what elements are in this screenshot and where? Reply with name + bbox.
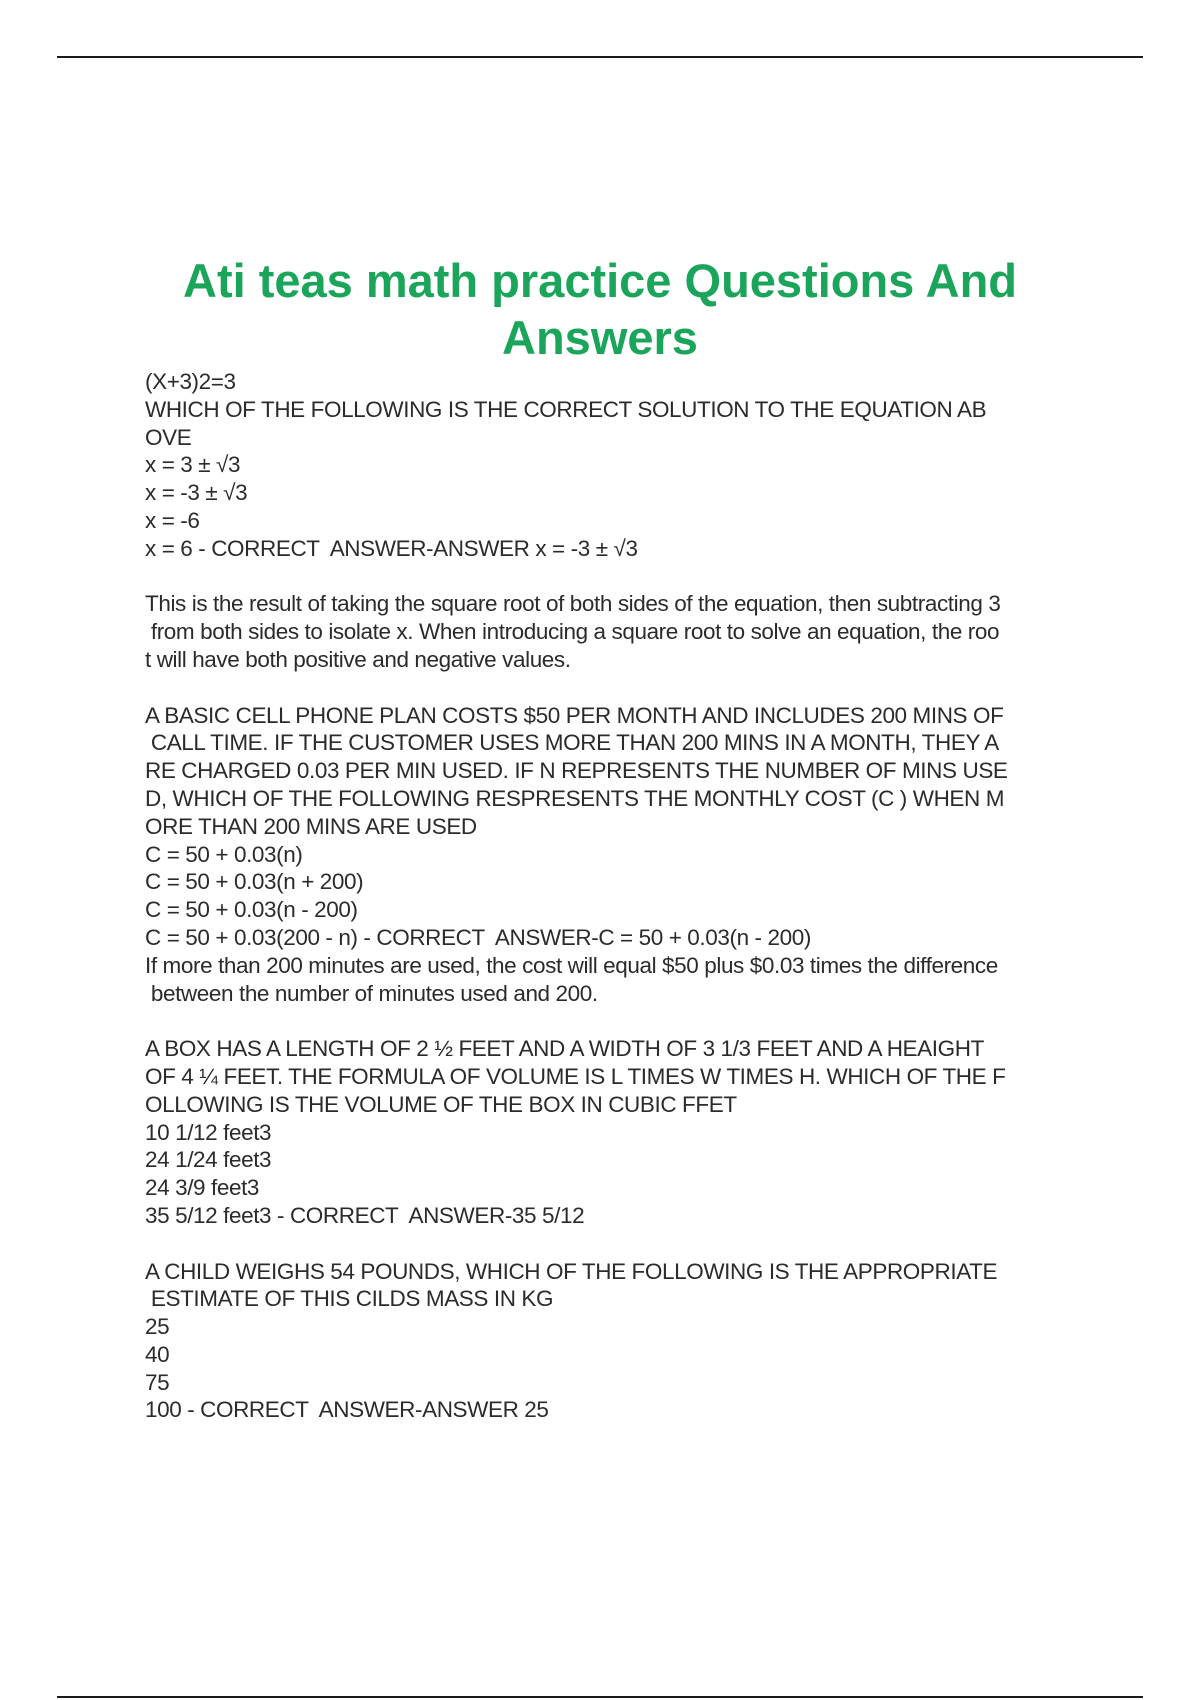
answer-option: 10 1/12 feet3: [145, 1119, 272, 1145]
answer-option: 40: [145, 1341, 170, 1367]
title-line: Ati teas math practice Questions And: [183, 254, 1017, 307]
correct-answer-line: x = 6 - CORRECT ANSWER-ANSWER x = -3 ± √3: [145, 535, 638, 561]
question-block-3: [145, 1035, 1105, 1230]
answer-option: C = 50 + 0.03(n): [145, 841, 303, 867]
title-line: Answers: [502, 311, 698, 364]
answer-option: C = 50 + 0.03(n + 200): [145, 869, 364, 895]
question-text: ESTIMATE OF THIS CILDS MASS IN KG: [145, 1286, 554, 1312]
spacer: [145, 563, 1105, 591]
answer-option: x = -6: [145, 507, 200, 533]
question-text: ORE THAN 200 MINS ARE USED: [145, 813, 477, 839]
question-text: D, WHICH OF THE FOLLOWING RESPRESENTS THE MONTHLY COST (C ) WHEN M: [145, 785, 1005, 811]
spacer: [145, 1007, 1105, 1035]
explanation-text: This is the result of taking the square root of both sides of the equation, then subtracting 3: [145, 591, 1001, 617]
question-text: OVE: [145, 424, 192, 450]
question-block-2: [145, 702, 1105, 1008]
explanation-text: between the number of minutes used and 200.: [145, 980, 598, 1006]
top-rule: [57, 56, 1143, 58]
answer-option: 25: [145, 1314, 170, 1340]
question-text: OF 4 ¼ FEET. THE FORMULA OF VOLUME IS L TIMES W TIMES H. WHICH OF THE F: [145, 1063, 1006, 1089]
question-text: A CHILD WEIGHS 54 POUNDS, WHICH OF THE FOLLOWING IS THE APPROPRIATE: [145, 1258, 998, 1284]
question-text: WHICH OF THE FOLLOWING IS THE CORRECT SOLUTION TO THE EQUATION AB: [145, 396, 987, 422]
question-equation: (X+3)2=3: [145, 369, 236, 394]
answer-option: x = -3 ± √3: [145, 480, 248, 506]
question-text: A BASIC CELL PHONE PLAN COSTS $50 PER MONTH AND INCLUDES 200 MINS OF: [145, 702, 1004, 728]
answer-option: x = 3 ± √3: [145, 452, 241, 478]
spacer: [145, 1230, 1105, 1258]
answer-option: 24 3/9 feet3: [145, 1175, 260, 1201]
explanation-text: If more than 200 minutes are used, the cost will equal $50 plus $0.03 times the difference: [145, 952, 998, 978]
question-block-4: [145, 1258, 1105, 1425]
correct-answer-line: 35 5/12 feet3 - CORRECT ANSWER-35 5/12: [145, 1202, 585, 1228]
correct-answer-line: C = 50 + 0.03(200 - n) - CORRECT ANSWER-C = 50 + 0.03(n - 200): [145, 924, 811, 950]
question-text: RE CHARGED 0.03 PER MIN USED. IF N REPRESENTS THE NUMBER OF MINS USE: [145, 758, 1008, 784]
bottom-rule: [57, 1696, 1143, 1698]
explanation-text: from both sides to isolate x. When introducing a square root to solve an equation, the roo: [145, 619, 1000, 645]
answer-option: C = 50 + 0.03(n - 200): [145, 897, 358, 923]
document-body: [145, 368, 1105, 1424]
question-text: OLLOWING IS THE VOLUME OF THE BOX IN CUBIC FFET: [145, 1091, 737, 1117]
explanation-block-1: [145, 590, 1105, 673]
question-block-1: [145, 368, 1105, 563]
answer-option: 75: [145, 1369, 170, 1395]
explanation-text: t will have both positive and negative values.: [145, 646, 571, 672]
question-text: CALL TIME. IF THE CUSTOMER USES MORE THAN 200 MINS IN A MONTH, THEY A: [145, 730, 999, 756]
question-text: A BOX HAS A LENGTH OF 2 ½ FEET AND A WIDTH OF 3 1/3 FEET AND A HEAIGHT: [145, 1036, 984, 1062]
page-title: [100, 252, 1100, 366]
correct-answer-line: 100 - CORRECT ANSWER-ANSWER 25: [145, 1397, 549, 1423]
spacer: [145, 674, 1105, 702]
answer-option: 24 1/24 feet3: [145, 1147, 272, 1173]
